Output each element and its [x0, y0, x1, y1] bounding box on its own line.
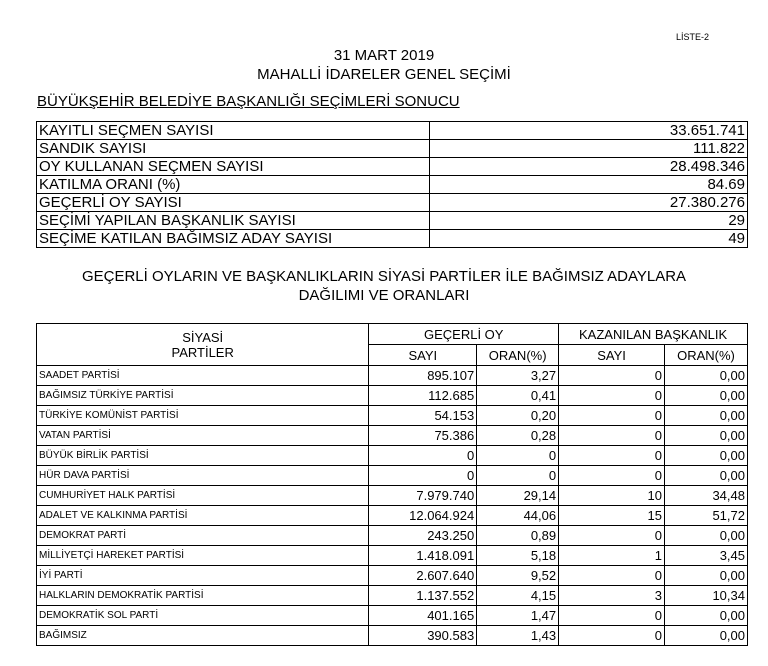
table-row	[37, 586, 748, 606]
party-votes: 243.250	[369, 526, 477, 546]
party-votes: 112.685	[369, 386, 477, 406]
party-header-line2: PARTİLER	[171, 344, 234, 360]
party-votes: 12.064.924	[369, 506, 477, 526]
seats-count-header: SAYI	[559, 345, 665, 366]
distribution-title-line2: DAĞILIMI VE ORANLARI	[298, 287, 470, 304]
party-vote-ratio: 0	[477, 466, 559, 486]
party-vote-ratio: 0,89	[477, 526, 559, 546]
votes-ratio-header: ORAN(%)	[477, 345, 559, 366]
party-votes: 2.607.640	[369, 566, 477, 586]
valid-votes-header: GEÇERLİ OY	[369, 324, 559, 345]
party-seats: 0	[559, 426, 665, 446]
party-seat-ratio: 0,00	[665, 386, 748, 406]
party-vote-ratio: 0,20	[477, 406, 559, 426]
party-name: DEMOKRAT PARTİ	[37, 526, 369, 546]
party-seat-ratio: 0,00	[665, 466, 748, 486]
table-row	[37, 366, 748, 386]
summary-table	[36, 121, 748, 248]
party-seat-ratio: 10,34	[665, 586, 748, 606]
summary-row	[37, 140, 748, 158]
party-seats: 0	[559, 366, 665, 386]
party-votes: 54.153	[369, 406, 477, 426]
table-row	[37, 546, 748, 566]
summary-value: 49	[430, 230, 748, 248]
party-seats: 0	[559, 406, 665, 426]
summary-value: 28.498.346	[430, 158, 748, 176]
election-name: MAHALLİ İDARELER GENEL SEÇİMİ	[257, 66, 511, 83]
table-row	[37, 506, 748, 526]
party-name: SAADET PARTİSİ	[37, 366, 369, 386]
party-votes: 75.386	[369, 426, 477, 446]
party-votes: 0	[369, 446, 477, 466]
summary-label: KAYITLI SEÇMEN SAYISI	[37, 122, 430, 140]
summary-row	[37, 230, 748, 248]
party-votes: 401.165	[369, 606, 477, 626]
party-seats: 1	[559, 546, 665, 566]
summary-label: KATILMA ORANI (%)	[37, 176, 430, 194]
table-row	[37, 446, 748, 466]
party-seats: 0	[559, 466, 665, 486]
party-name: HALKLARIN DEMOKRATİK PARTİSİ	[37, 586, 369, 606]
summary-label: SEÇİME KATILAN BAĞIMSIZ ADAY SAYISI	[37, 230, 430, 248]
party-seat-ratio: 0,00	[665, 426, 748, 446]
party-seats: 0	[559, 446, 665, 466]
summary-value: 29	[430, 212, 748, 230]
table-row	[37, 626, 748, 646]
party-name: HÜR DAVA PARTİSİ	[37, 466, 369, 486]
party-column-header	[37, 324, 369, 366]
table-row	[37, 426, 748, 446]
party-votes: 1.418.091	[369, 546, 477, 566]
party-vote-ratio: 0,41	[477, 386, 559, 406]
party-vote-ratio: 44,06	[477, 506, 559, 526]
summary-label: SANDIK SAYISI	[37, 140, 430, 158]
party-name: TÜRKİYE KOMÜNİST PARTİSİ	[37, 406, 369, 426]
party-seats: 0	[559, 566, 665, 586]
party-seat-ratio: 0,00	[665, 406, 748, 426]
party-seat-ratio: 3,45	[665, 546, 748, 566]
table-row	[37, 566, 748, 586]
party-votes: 895.107	[369, 366, 477, 386]
party-seats: 10	[559, 486, 665, 506]
election-date: 31 MART 2019	[333, 47, 435, 64]
summary-row	[37, 194, 748, 212]
party-name: BAĞIMSIZ	[37, 626, 369, 646]
party-votes: 390.583	[369, 626, 477, 646]
party-results-table	[36, 323, 748, 646]
summary-row	[37, 122, 748, 140]
party-vote-ratio: 9,52	[477, 566, 559, 586]
party-vote-ratio: 0	[477, 446, 559, 466]
party-seats: 3	[559, 586, 665, 606]
summary-label: OY KULLANAN SEÇMEN SAYISI	[37, 158, 430, 176]
party-name: MİLLİYETÇİ HAREKET PARTİSİ	[37, 546, 369, 566]
party-votes: 1.137.552	[369, 586, 477, 606]
party-seat-ratio: 0,00	[665, 446, 748, 466]
table-row	[37, 466, 748, 486]
summary-label: SEÇİMİ YAPILAN BAŞKANLIK SAYISI	[37, 212, 430, 230]
summary-value: 111.822	[430, 140, 748, 158]
party-name: CUMHURİYET HALK PARTİSİ	[37, 486, 369, 506]
party-seats: 0	[559, 626, 665, 646]
party-vote-ratio: 0,28	[477, 426, 559, 446]
party-seats: 15	[559, 506, 665, 526]
table-row	[37, 386, 748, 406]
party-vote-ratio: 3,27	[477, 366, 559, 386]
party-header-line1: SİYASİ	[182, 329, 224, 345]
party-seat-ratio: 0,00	[665, 626, 748, 646]
party-seats: 0	[559, 386, 665, 406]
summary-label: GEÇERLİ OY SAYISI	[37, 194, 430, 212]
summary-row	[37, 212, 748, 230]
list-code: LİSTE-2	[676, 32, 710, 42]
party-name: İYİ PARTİ	[37, 566, 369, 586]
party-votes: 7.979.740	[369, 486, 477, 506]
party-seat-ratio: 0,00	[665, 526, 748, 546]
party-vote-ratio: 4,15	[477, 586, 559, 606]
party-vote-ratio: 5,18	[477, 546, 559, 566]
table-row	[37, 526, 748, 546]
party-vote-ratio: 1,47	[477, 606, 559, 626]
results-subtitle: BÜYÜKŞEHİR BELEDİYE BAŞKANLIĞI SEÇİMLERİ SONUCU	[37, 93, 460, 110]
party-name: BÜYÜK BİRLİK PARTİSİ	[37, 446, 369, 466]
party-votes: 0	[369, 466, 477, 486]
party-name: ADALET VE KALKINMA PARTİSİ	[37, 506, 369, 526]
seats-ratio-header: ORAN(%)	[665, 345, 748, 366]
party-seat-ratio: 51,72	[665, 506, 748, 526]
party-seats: 0	[559, 606, 665, 626]
party-seats: 0	[559, 526, 665, 546]
party-seat-ratio: 0,00	[665, 606, 748, 626]
summary-row	[37, 176, 748, 194]
votes-count-header: SAYI	[369, 345, 477, 366]
distribution-title-line1: GEÇERLİ OYLARIN VE BAŞKANLIKLARIN SİYASİ PARTİLER İLE BAĞIMSIZ ADAYLARA	[81, 268, 687, 285]
summary-value: 27.380.276	[430, 194, 748, 212]
party-name: BAĞIMSIZ TÜRKİYE PARTİSİ	[37, 386, 369, 406]
table-row	[37, 406, 748, 426]
summary-row	[37, 158, 748, 176]
party-vote-ratio: 1,43	[477, 626, 559, 646]
table-row	[37, 606, 748, 626]
party-vote-ratio: 29,14	[477, 486, 559, 506]
party-seat-ratio: 0,00	[665, 366, 748, 386]
summary-value: 84.69	[430, 176, 748, 194]
party-name: DEMOKRATİK SOL PARTİ	[37, 606, 369, 626]
summary-value: 33.651.741	[430, 122, 748, 140]
table-row	[37, 486, 748, 506]
party-seat-ratio: 34,48	[665, 486, 748, 506]
party-seat-ratio: 0,00	[665, 566, 748, 586]
party-name: VATAN PARTİSİ	[37, 426, 369, 446]
won-mayoralties-header: KAZANILAN BAŞKANLIK	[559, 324, 748, 345]
